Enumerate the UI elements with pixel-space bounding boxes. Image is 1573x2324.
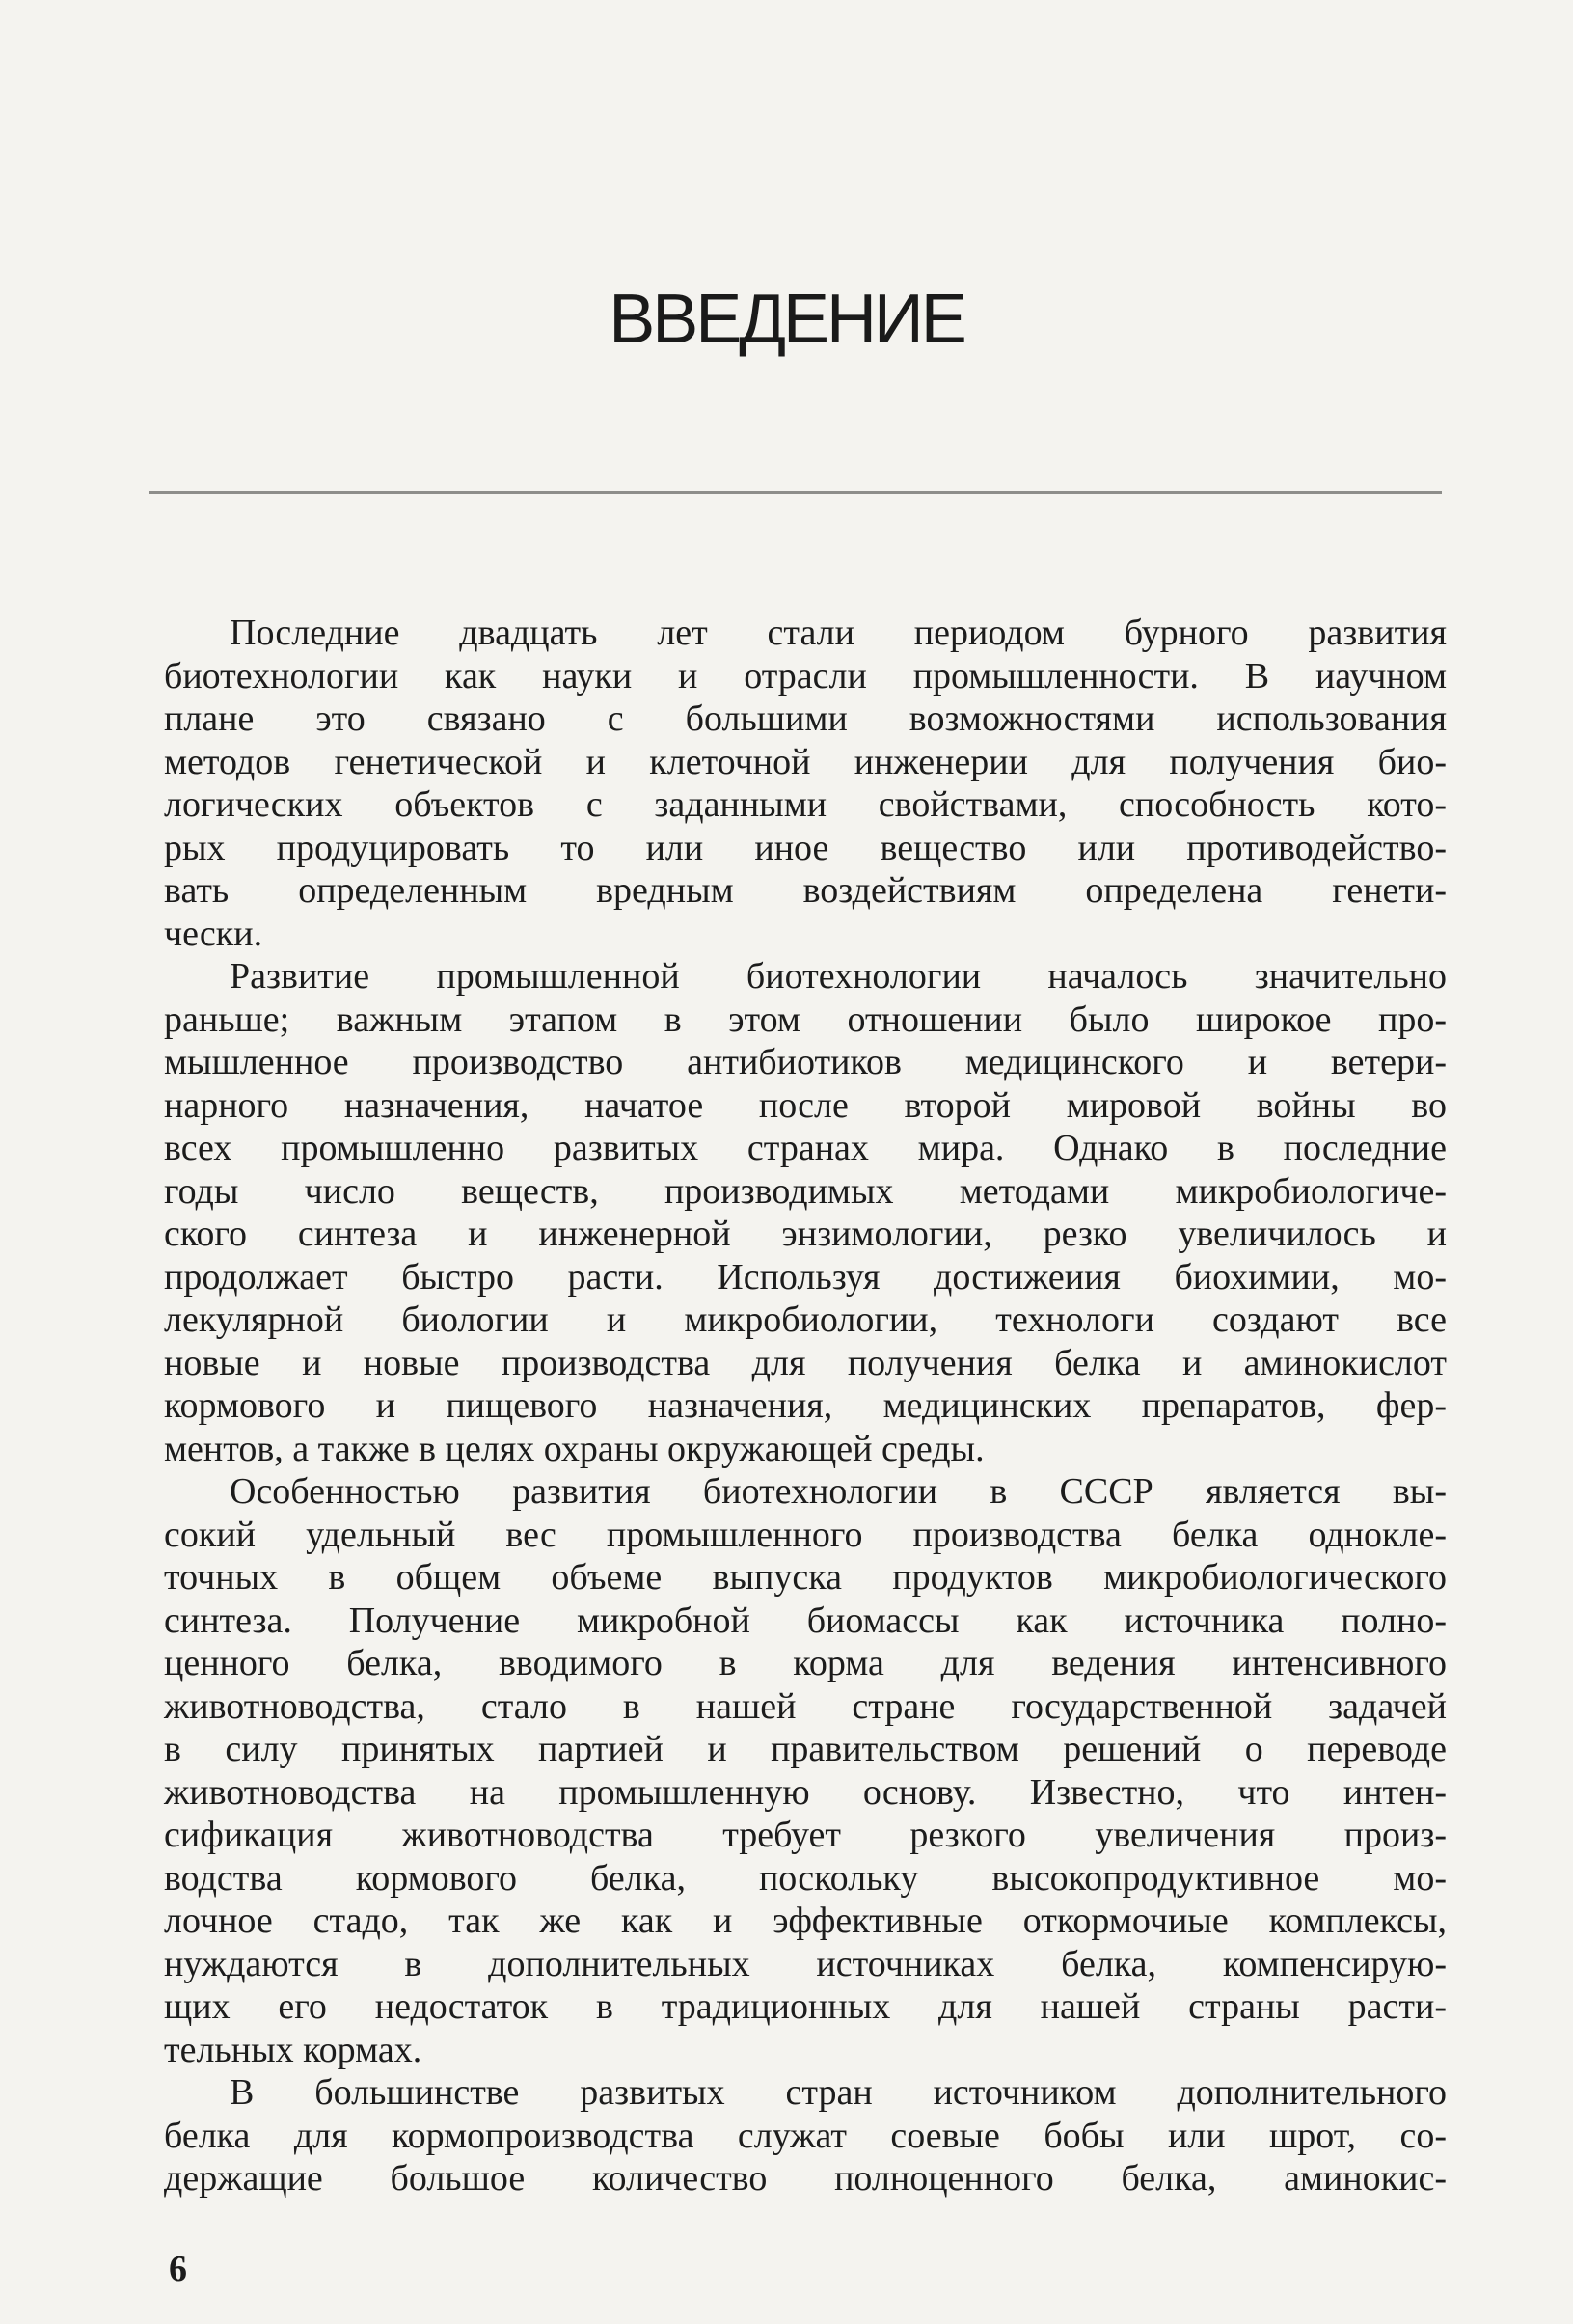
- text-line: биотехнологии как науки и отрасли промышленности. В иаучном: [164, 655, 1447, 697]
- text-line: мышленное производство антибиотиков медицинского и ветери-: [164, 1042, 1447, 1082]
- text-line: логических объектов с заданными свойствами, способность кото-: [164, 784, 1447, 825]
- text-line: методов генетической и клеточной инженерии для получения био-: [164, 741, 1447, 782]
- text-line: ментов, а также в целях охраны окружающей среды.: [164, 1428, 985, 1469]
- text-line: лочное стадо, так же как и эффективные откормочиые комплексы,: [164, 1900, 1447, 1941]
- text-line: животноводства, стало в нашей стране государственной задачей: [164, 1685, 1447, 1727]
- text-line: белка для кормопроизводства служат соевые бобы или шрот, со-: [164, 2115, 1447, 2156]
- text-line: годы число веществ, производимых методами микробиологиче-: [164, 1170, 1447, 1212]
- text-line: сокий удельный вес промышленного производства белка однокле-: [164, 1514, 1447, 1555]
- text-line: раньше; важным этапом в этом отношении было широкое про-: [164, 998, 1447, 1040]
- text-line: ценного белка, вводимого в корма для ведения интенсивного: [164, 1643, 1447, 1683]
- text-line: держащие большое количество полноценного белка, аминокис-: [164, 2158, 1447, 2199]
- text-line: тельных кормах.: [164, 2029, 422, 2070]
- text-line: Последние двадцать лет стали периодом бурного развития: [230, 613, 1447, 653]
- body-text: [164, 612, 1447, 2201]
- chapter-heading: ВВЕДЕНИЕ: [609, 281, 964, 358]
- text-line: плане это связано с большими возможностями использования: [164, 698, 1447, 739]
- heading-rule: [149, 491, 1442, 494]
- text-line: всех промышленно развитых странах мира. Однако в последние: [164, 1128, 1447, 1168]
- text-line: чески.: [164, 913, 263, 954]
- text-line: В большинстве развитых стран источником дополнительного: [230, 2072, 1447, 2113]
- text-line: Особенностью развития биотехнологии в СССР является вы-: [230, 1471, 1447, 1512]
- text-line: ского синтеза и инженерной энзимологии, резко увеличилось и: [164, 1214, 1447, 1254]
- text-line: водства кормового белка, поскольку высокопродуктивное мо-: [164, 1857, 1447, 1899]
- text-line: животноводства на промышленную основу. Известно, что интен-: [164, 1771, 1447, 1813]
- text-line: новые и новые производства для получения белка и аминокислот: [164, 1342, 1447, 1383]
- text-line: точных в общем объеме выпуска продуктов микробиологического: [164, 1557, 1447, 1598]
- text-line: Развитие промышленной биотехнологии началось значительно: [230, 956, 1447, 997]
- text-line: лекулярной биологии и микробиологии, технологи создают все: [164, 1299, 1447, 1340]
- text-line: нуждаются в дополнительных источниках белка, компенсирую-: [164, 1943, 1447, 1984]
- text-line: кормового и пищевого назначения, медицинских препаратов, фер-: [164, 1385, 1447, 1426]
- page-number: 6: [169, 2249, 187, 2289]
- text-line: синтеза. Получение микробной биомассы как источника полно-: [164, 1599, 1447, 1641]
- text-line: продолжает быстро расти. Используя достижеиия биохимии, мо-: [164, 1256, 1447, 1298]
- text-line: сификация животноводства требует резкого увеличения произ-: [164, 1815, 1447, 1855]
- text-line: щих его недостаток в традиционных для нашей страны расти-: [164, 1986, 1447, 2027]
- text-line: в силу принятых партией и правительством решений о переводе: [164, 1729, 1447, 1769]
- text-line: вать определенным вредным воздействиям определена генети-: [164, 870, 1447, 911]
- text-line: рых продуцировать то или иное вещество или противодейство-: [164, 827, 1447, 868]
- text-line: нарного назначения, начатое после второй мировой войны во: [164, 1084, 1447, 1126]
